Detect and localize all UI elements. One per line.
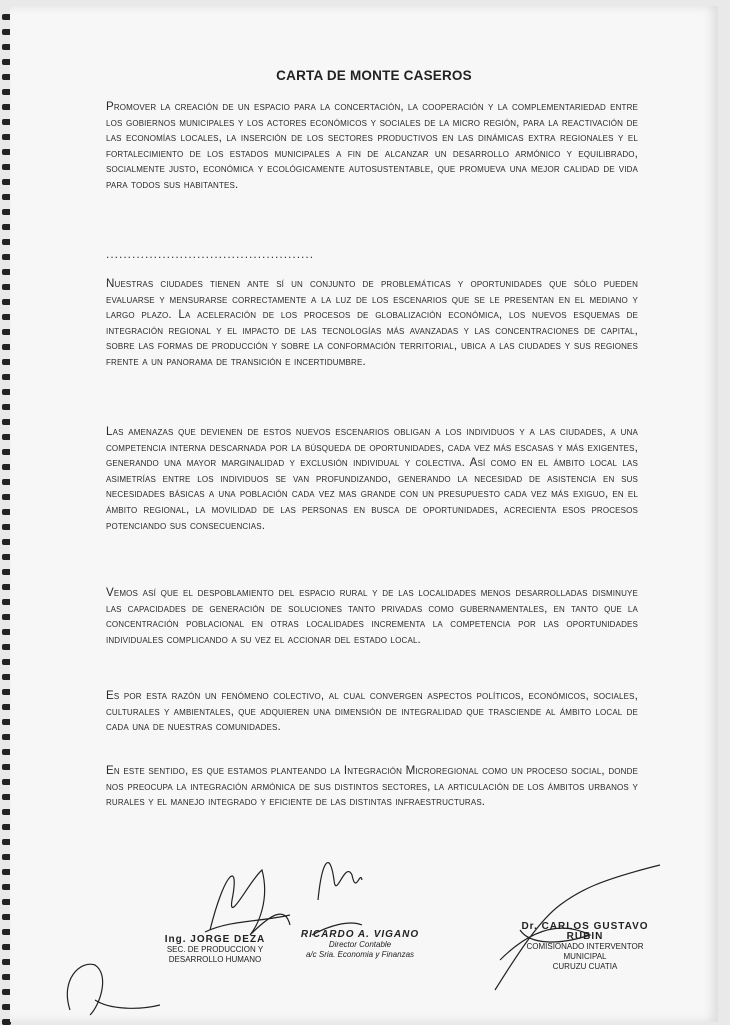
signatory-name: RICARDO A. VIGANO <box>300 929 420 940</box>
signatory-title-line2: a/c Sria. Economia y Finanzas <box>305 950 415 959</box>
signatory-title-line1: SEC. DE PRODUCCION Y <box>166 945 264 954</box>
signature-block-vigano <box>285 930 435 960</box>
paragraph-1: Promover la creación de un espacio para la concertación, la cooperación y la complementariedad entre los gobiernos municipales y los actores económicos y sociales de la micro región, para la reactivación de las economías locales, la inserción de los sectores productivos en las dinámicas extra regionales y el fortalecimiento de los estados municipales a fin de alcanzar un desarrollo armónico y equilibrado, socialmente justo, económica y ecológicamente autosustentable, que promueva una mejor calidad de vida para todos sus habitantes. <box>106 100 638 191</box>
signatory-title-line2: MUNICIPAL <box>563 952 607 961</box>
signatory-name: Dr. CARLOS GUSTAVO RUBIN <box>521 921 649 942</box>
paragraph-4: Vemos así que el despoblamiento del espacio rural y de las localidades menos desarrolladas disminuye las capacidades de generación de soluciones tanto privadas como gubernamentales, en tanto que la concentración poblacional en otras localidades incrementa la competencia por las oportunidades individuales complicando a su vez el accionar del estado local. <box>106 586 638 646</box>
document-title: CARTA DE MONTE CASEROS <box>276 68 472 83</box>
paragraph-5: Es por esta razón un fenómeno colectivo, al cual convergen aspectos políticos, económicos, sociales, culturales y ambientales, que adquieren una dimensión de integralidad que trasciende al ámbito local de cada una de nuestras comunidades. <box>106 689 638 734</box>
signature-block-deza <box>150 935 280 965</box>
signatory-title-line3: CURUZU CUATIA <box>552 962 618 971</box>
signatory-title-line1: Director Contable <box>328 940 392 949</box>
signature-stroke-deza-2 <box>205 915 290 932</box>
signature-block-rubin <box>515 922 655 972</box>
signature-stroke-vigano <box>318 863 362 900</box>
separator-dots: ................................................ <box>106 247 315 261</box>
signatory-title-line1: COMISIONADO INTERVENTOR <box>526 942 644 951</box>
paragraph-2: Nuestras ciudades tienen ante sí un conjunto de problemáticas y oportunidades que sólo pueden evaluarse y mensurarse correctamente a la luz de los escenarios que se le presentan en el mediano y largo plazo. La aceleración de los procesos de globalización económica, los nuevos esquemas de integración regional y el impacto de las tecnologías más avanzadas y las concentraciones de capital, sobre las formas de producción y sobre la conformación territorial, ubica a las ciudades y sus regiones frente a un panorama de transición e incertidumbre. <box>106 277 638 368</box>
signatory-title-line2: DESARROLLO HUMANO <box>168 955 262 964</box>
paragraph-3: Las amenazas que devienen de estos nuevos escenarios obligan a los individuos y a las ciudades, a una competencia interna descarnada por la búsqueda de oportunidades, cada vez más escasas y más exigentes, generando una mayor marginalidad y exclusión individual y colectiva. Así como en el ámbito local las asimetrías entre los individuos se van profundizando, generando la necesidad de asistencia en sus necesidades básicas a una población cada vez mas grande con un presupuesto cada vez más exiguo, en el ámbito regional, la movilidad de las personas en busca de oportunidades, acrecienta esos procesos potenciando sus consecuencias. <box>106 425 638 532</box>
signature-stroke-extra <box>67 964 160 1015</box>
paragraph-6: En este sentido, es que estamos planteando la Integración Microregional como un proceso social, donde nos preocupa la integración armónica de sus distintos sectores, la articulación de los ámbitos urbanos y rurales y el manejo integrado y eficiente de las distintas infraestructuras. <box>106 764 638 809</box>
signatory-name: Ing. JORGE DEZA <box>164 934 266 945</box>
signature-stroke-deza <box>210 870 290 935</box>
